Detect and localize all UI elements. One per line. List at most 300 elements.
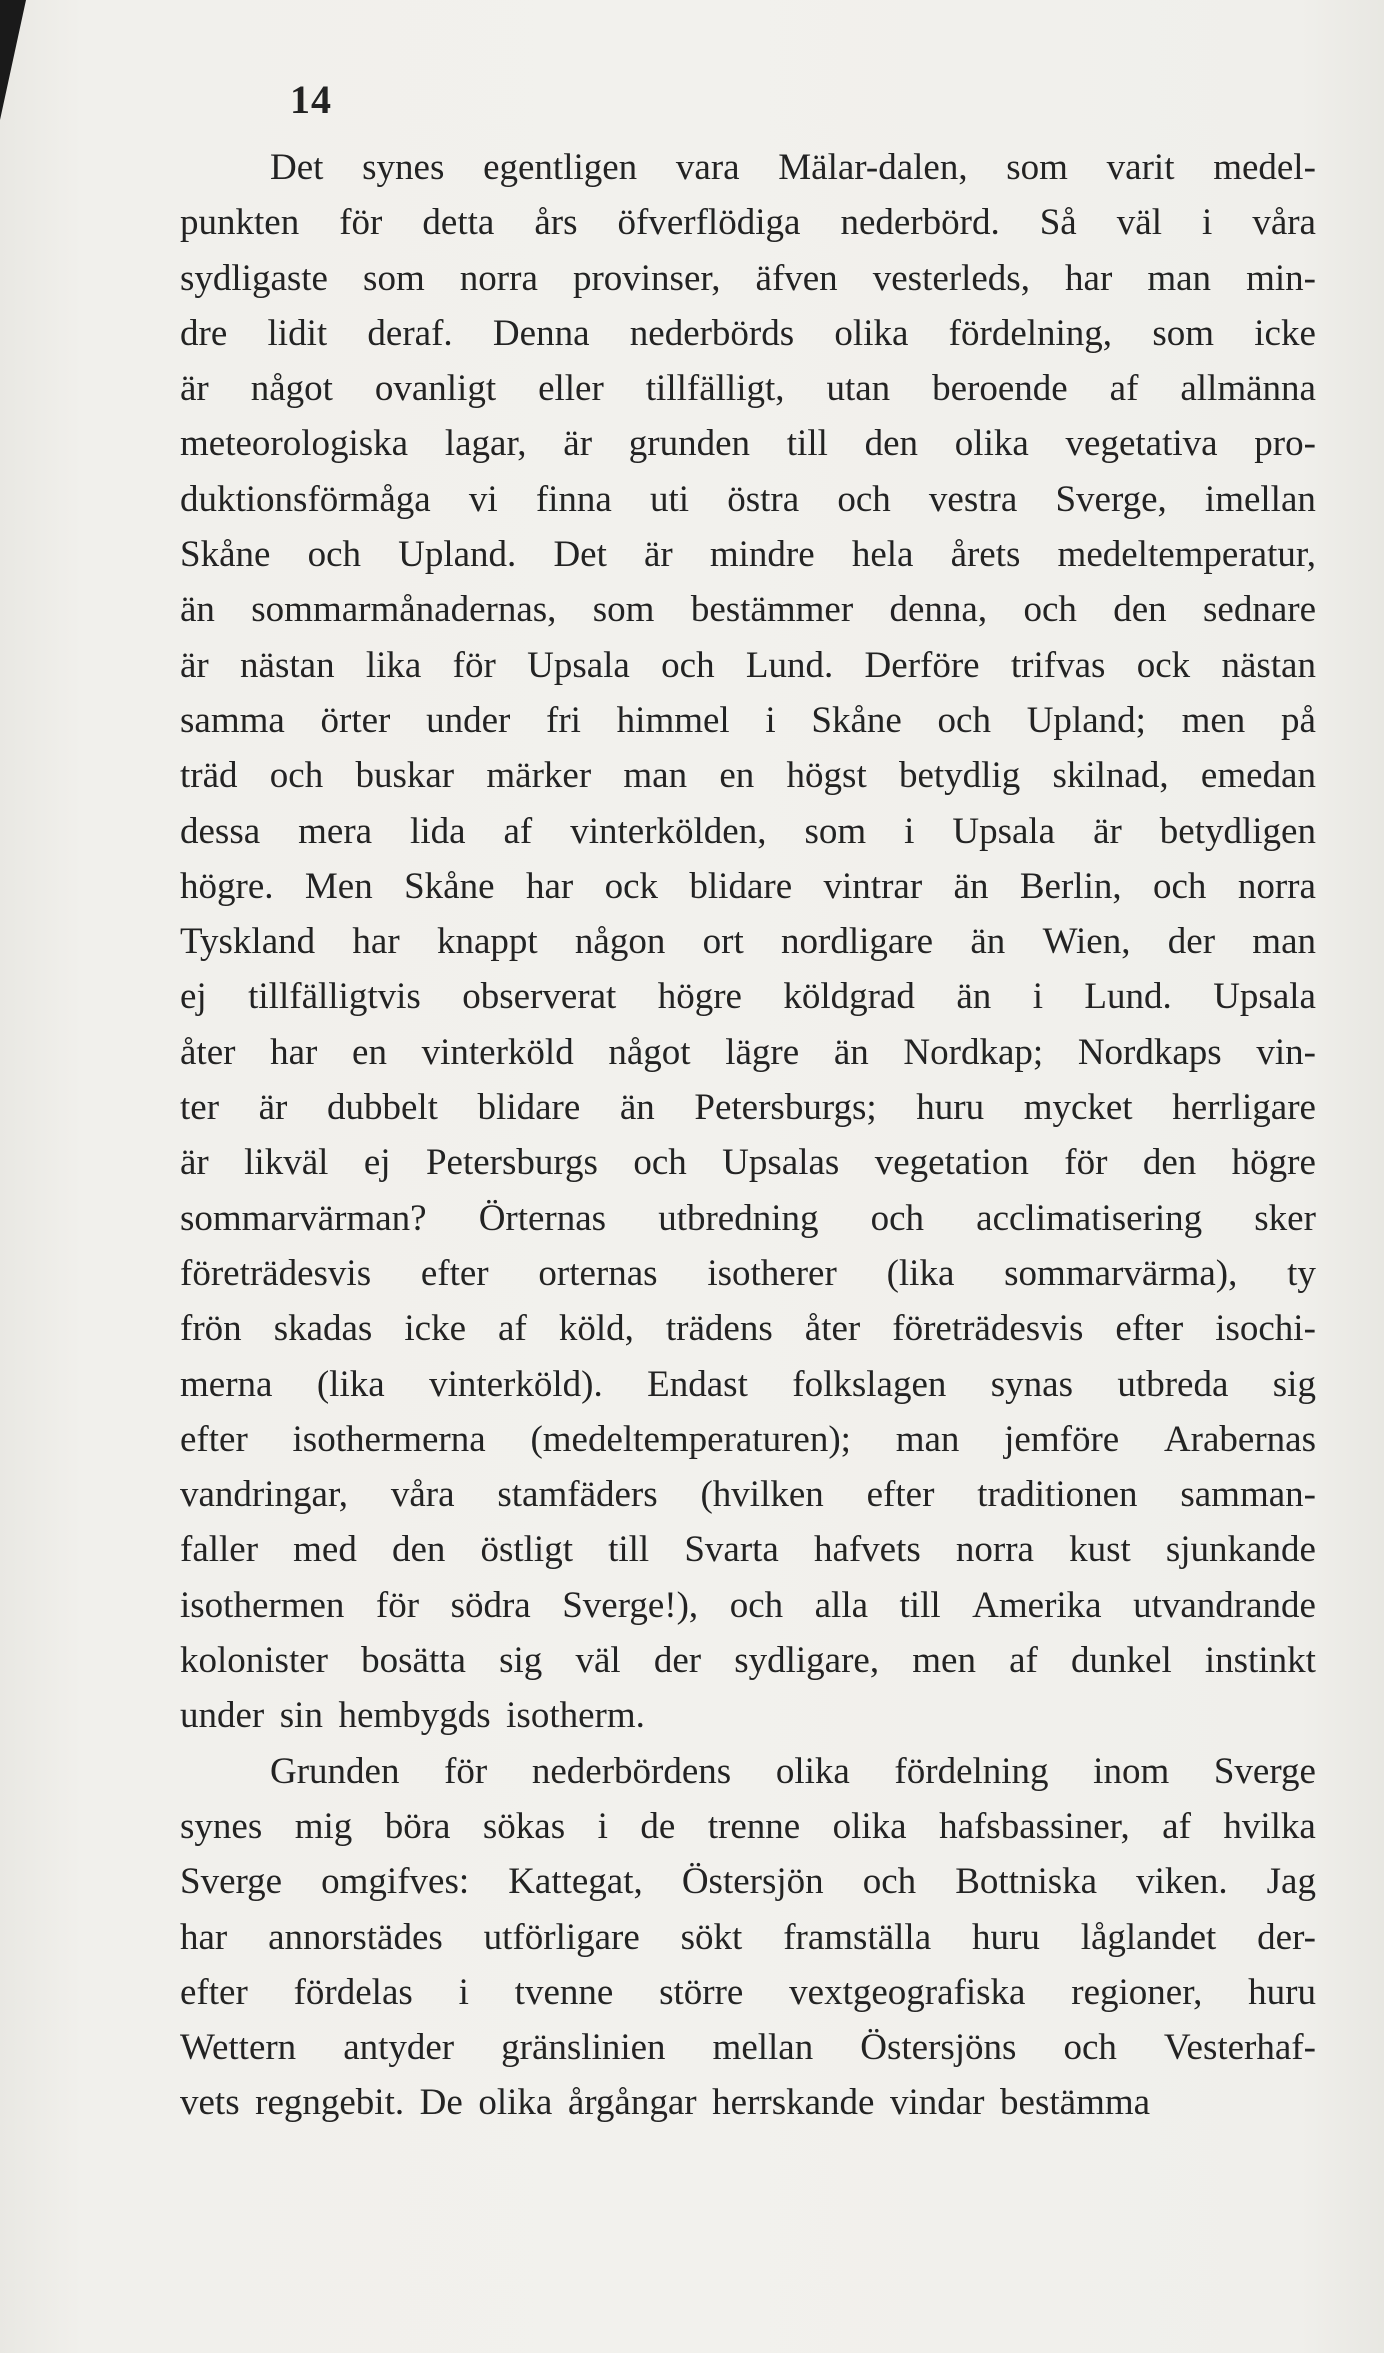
word: än: [619, 1087, 655, 1129]
word: vestra: [928, 478, 1018, 520]
word: vinterköld: [421, 1031, 574, 1073]
word: mig: [294, 1805, 353, 1847]
word: eller: [538, 368, 604, 410]
word: norra: [459, 257, 538, 299]
word: Skåne: [404, 865, 495, 907]
word: isothermerna: [292, 1418, 486, 1460]
word: olika: [478, 2082, 553, 2124]
word: egentligen: [483, 147, 638, 188]
word: den: [864, 423, 919, 465]
word: Nordkaps: [1077, 1031, 1222, 1073]
word: Örternas: [478, 1197, 607, 1239]
text-line: [180, 140, 1316, 195]
word: böra: [384, 1805, 451, 1847]
word: mycket: [1023, 1087, 1133, 1129]
word: herrskande: [712, 2082, 875, 2124]
text-line: [180, 582, 1316, 637]
word: sökas: [482, 1805, 566, 1847]
word: bosätta: [361, 1640, 466, 1682]
word: har: [1065, 257, 1113, 299]
word: än: [953, 865, 989, 907]
word: detta: [422, 202, 495, 244]
word: traditionen: [977, 1474, 1138, 1516]
word: Derföre: [864, 644, 980, 686]
word: i: [458, 1971, 469, 2013]
text-line: [180, 748, 1316, 803]
word: dessa: [180, 810, 261, 852]
word: Svarta: [684, 1529, 779, 1571]
word: isochi-: [1215, 1308, 1316, 1350]
word: har: [180, 1916, 228, 1958]
word: köld,: [558, 1308, 634, 1350]
word: skadas: [273, 1308, 373, 1350]
word: Lund.: [1084, 976, 1172, 1018]
word: öfverflödiga: [617, 202, 801, 244]
word: mera: [298, 810, 373, 852]
word: olika: [954, 423, 1029, 465]
text-line: [180, 859, 1316, 914]
word: är: [180, 1142, 209, 1184]
word: imellan: [1204, 478, 1316, 520]
word: sommarmånadernas,: [251, 589, 557, 631]
word: allmänna: [1180, 368, 1316, 410]
body-text: [180, 140, 1316, 2131]
word: ty: [1287, 1252, 1316, 1294]
text-line: [180, 1246, 1316, 1301]
word: hvilka: [1223, 1805, 1316, 1847]
word: sjunkande: [1165, 1529, 1316, 1571]
word: min-: [1246, 257, 1316, 299]
word: större: [659, 1971, 744, 2013]
word: olika: [775, 1750, 850, 1792]
text-line: [180, 1080, 1316, 1135]
word: Grunden: [270, 1750, 400, 1792]
word: i: [1032, 976, 1043, 1018]
word: vesterleds,: [872, 257, 1030, 299]
word: huru: [972, 1916, 1040, 1958]
word: under: [180, 1695, 265, 1737]
word: och: [937, 699, 991, 741]
word: Vesterhaf-: [1163, 2027, 1316, 2069]
word: stamfäders: [497, 1474, 658, 1516]
word: någon: [574, 921, 666, 963]
word: väl: [575, 1640, 621, 1682]
word: sin: [279, 1695, 323, 1737]
text-line: [180, 1301, 1316, 1356]
word: och: [661, 644, 715, 686]
word: fördelning: [894, 1750, 1049, 1792]
word: märker: [486, 755, 592, 797]
word: efter: [180, 1418, 248, 1460]
word: än: [970, 921, 1006, 963]
word: och: [1153, 865, 1207, 907]
word: bestämma: [1000, 2082, 1151, 2124]
word: fördelas: [293, 1971, 413, 2013]
word: ort: [702, 921, 744, 963]
text-line: [180, 693, 1316, 748]
word: sig: [1272, 1363, 1316, 1405]
word: södra: [450, 1584, 531, 1626]
word: års: [534, 202, 578, 244]
word: nordligare: [781, 921, 934, 963]
word: och: [1063, 2027, 1117, 2069]
word: efter: [180, 1971, 248, 2013]
word: man: [895, 1418, 960, 1460]
word: tillfälligtvis: [248, 976, 421, 1018]
word: nästan: [240, 644, 335, 686]
word: och: [729, 1584, 784, 1626]
word: blidare: [477, 1087, 581, 1129]
text-line: [180, 1633, 1316, 1688]
page-number: 14: [290, 77, 332, 122]
word: sydligaste: [180, 257, 328, 299]
word: medeltemperatur,: [1057, 534, 1316, 576]
word: nederbördens: [531, 1750, 732, 1792]
word: Bottniska: [955, 1861, 1098, 1903]
text-line: [180, 1025, 1316, 1080]
word: lida: [410, 810, 466, 852]
word: af: [498, 1308, 527, 1350]
word: norra: [955, 1529, 1034, 1571]
word: lidit: [267, 312, 328, 354]
word: olika: [832, 1805, 907, 1847]
word: för: [339, 202, 383, 244]
word: himmel: [616, 699, 730, 741]
word: duktionsförmåga: [180, 478, 431, 520]
text-line: [180, 1965, 1316, 2020]
word: för: [375, 1584, 420, 1626]
word: Sverge: [180, 1861, 283, 1903]
word: kust: [1069, 1529, 1131, 1571]
text-line: [180, 1799, 1316, 1854]
word: icke: [404, 1308, 466, 1350]
word: som: [1152, 312, 1214, 354]
word: östra: [727, 478, 800, 520]
word: observerat: [462, 976, 617, 1018]
word: årets: [950, 534, 1021, 576]
word: för: [444, 1750, 488, 1792]
word: Nordkap;: [903, 1031, 1044, 1073]
word: meteorologiska: [180, 423, 409, 465]
word: instinkt: [1204, 1640, 1316, 1682]
word: Upland;: [1026, 699, 1146, 741]
word: Så: [1039, 202, 1077, 244]
word: isotherm.: [506, 1695, 645, 1737]
word: ock: [604, 865, 659, 907]
word: gränslinien: [501, 2027, 666, 2069]
word: Mälar-dalen,: [778, 147, 968, 188]
word: utan: [826, 368, 891, 410]
word: Östersjöns: [860, 2027, 1017, 2069]
word: till: [899, 1584, 941, 1626]
word: sydligare,: [734, 1640, 880, 1682]
word: Det: [270, 147, 324, 188]
text-line: [180, 1910, 1316, 1965]
word: man: [1147, 257, 1212, 299]
word: kolonister: [180, 1640, 328, 1682]
word: Lund.: [745, 644, 834, 686]
text-line: [180, 969, 1316, 1024]
word: synes: [362, 147, 445, 188]
word: man: [1252, 921, 1316, 963]
word: utvandrande: [1133, 1584, 1316, 1626]
word: Sverge,: [1055, 478, 1167, 520]
word: som: [1006, 147, 1068, 188]
word: men: [912, 1640, 976, 1682]
text-line: [180, 1191, 1316, 1246]
word: och: [837, 478, 891, 520]
word: merna: [180, 1363, 273, 1405]
word: efter: [1115, 1308, 1184, 1350]
text-line: [180, 1467, 1316, 1522]
word: en: [719, 755, 755, 797]
word: Skåne: [811, 699, 902, 741]
word: Upsala: [527, 644, 630, 686]
word: till: [786, 423, 828, 465]
text-line: [180, 804, 1316, 859]
word: omgifves:: [321, 1861, 470, 1903]
word: hela: [851, 534, 914, 576]
word: väl: [1116, 202, 1162, 244]
text-line: [180, 1135, 1316, 1190]
word: tillfälligt,: [645, 368, 785, 410]
word: nästan: [1221, 644, 1316, 686]
word: fri: [546, 699, 581, 741]
text-line: [180, 306, 1316, 361]
text-line: [180, 914, 1316, 969]
word: Amerika: [972, 1584, 1102, 1626]
word: mindre: [709, 534, 815, 576]
word: mellan: [712, 2027, 814, 2069]
page-corner-shadow: [0, 0, 26, 120]
text-line: [180, 527, 1316, 582]
word: högst: [786, 755, 867, 797]
word: Upsalas: [722, 1142, 840, 1184]
word: högre: [1231, 1142, 1316, 1184]
word: ock: [1136, 644, 1191, 686]
word: är: [180, 644, 209, 686]
word: vi: [468, 478, 498, 520]
word: hembygds: [338, 1695, 491, 1737]
word: synas: [990, 1363, 1074, 1405]
word: faller: [180, 1529, 259, 1571]
word: samma: [180, 699, 285, 741]
word: sker: [1254, 1197, 1316, 1239]
word: sökt: [680, 1916, 743, 1958]
text-line: [180, 1744, 1316, 1799]
word: i: [904, 810, 915, 852]
word: vin-: [1256, 1031, 1316, 1073]
word: dre: [180, 312, 228, 354]
word: Östersjön: [681, 1861, 824, 1903]
word: emedan: [1200, 755, 1316, 797]
word: vinterköld).: [429, 1363, 603, 1405]
word: utbredning: [658, 1197, 819, 1239]
word: något: [250, 368, 333, 410]
word: den: [1113, 589, 1167, 631]
word: Upsala: [952, 810, 1056, 852]
word: finna: [535, 478, 612, 520]
text-line: [180, 472, 1316, 527]
word: ej: [363, 1142, 391, 1184]
word: framställa: [783, 1916, 932, 1958]
word: i: [1202, 202, 1213, 244]
word: än: [956, 976, 992, 1018]
word: lagar,: [444, 423, 527, 465]
word: dunkel: [1071, 1640, 1172, 1682]
word: nederbörds: [629, 312, 795, 354]
word: är: [180, 368, 209, 410]
word: vara: [675, 147, 740, 188]
word: och: [870, 1197, 925, 1239]
word: (lika: [316, 1363, 385, 1405]
word: man: [623, 755, 688, 797]
word: och: [633, 1142, 687, 1184]
word: trädens: [665, 1308, 773, 1350]
word: alla: [814, 1584, 869, 1626]
word: grunden: [628, 423, 751, 465]
word: än: [833, 1031, 869, 1073]
word: är: [258, 1087, 288, 1129]
word: högre.: [180, 865, 274, 907]
word: våra: [390, 1474, 455, 1516]
word: skilnad,: [1052, 755, 1169, 797]
word: och: [307, 534, 361, 576]
word: Arabernas: [1163, 1418, 1316, 1460]
word: Upsala: [1213, 976, 1316, 1018]
text-line: [180, 2020, 1316, 2075]
word: än: [180, 589, 215, 631]
word: våra: [1252, 202, 1316, 244]
word: af: [1162, 1805, 1191, 1847]
word: företrädesvis: [180, 1252, 372, 1294]
word: icke: [1254, 312, 1316, 354]
word: (medeltemperaturen);: [530, 1418, 851, 1460]
word: isotherer: [707, 1252, 837, 1294]
text-line: [180, 416, 1316, 471]
word: en: [352, 1031, 387, 1073]
word: företrädesvis: [892, 1308, 1084, 1350]
word: der: [653, 1640, 702, 1682]
word: betydligen: [1159, 810, 1316, 852]
word: sommarvärma),: [1004, 1252, 1238, 1294]
text-line: [180, 195, 1316, 250]
word: i: [597, 1805, 608, 1847]
word: utförligare: [483, 1916, 640, 1958]
word: fördelning,: [948, 312, 1113, 354]
word: buskar: [355, 755, 455, 797]
word: folkslagen: [792, 1363, 947, 1405]
word: jemföre: [1004, 1418, 1120, 1460]
word: lägre: [725, 1031, 800, 1073]
text-line: [180, 1578, 1316, 1633]
word: för: [452, 644, 496, 686]
word: vegetation: [874, 1142, 1029, 1184]
word: tvenne: [514, 1971, 614, 2013]
word: årgångar: [567, 2082, 697, 2124]
text-line: [180, 1357, 1316, 1412]
word: något: [608, 1031, 691, 1073]
word: likväl: [244, 1142, 329, 1184]
word: ter: [180, 1087, 220, 1129]
word: vegetativa: [1065, 423, 1218, 465]
word: norra: [1237, 865, 1316, 907]
word: hafvets: [813, 1529, 921, 1571]
word: herrligare: [1172, 1087, 1316, 1129]
word: Petersburgs: [425, 1142, 598, 1184]
word: acclimatisering: [976, 1197, 1203, 1239]
word: låglandet: [1080, 1916, 1217, 1958]
word: är: [644, 534, 673, 576]
word: deraf.: [367, 312, 453, 354]
word: östligt: [480, 1529, 573, 1571]
word: trenne: [707, 1805, 801, 1847]
word: olika: [834, 312, 909, 354]
text-line: [180, 361, 1316, 416]
word: som: [592, 589, 655, 631]
word: på: [1281, 699, 1316, 741]
word: viken.: [1136, 1861, 1228, 1903]
text-line: [180, 1522, 1316, 1577]
word: inom: [1093, 1750, 1170, 1792]
text-line: [180, 638, 1316, 693]
word: som: [363, 257, 425, 299]
word: (lika: [886, 1252, 955, 1294]
word: af: [1109, 368, 1139, 410]
word: vandringar,: [180, 1474, 349, 1516]
word: lika: [365, 644, 422, 686]
word: Petersburgs;: [694, 1087, 877, 1129]
word: den: [391, 1529, 446, 1571]
word: vintrar: [823, 865, 923, 907]
word: der-: [1257, 1916, 1316, 1958]
word: ej: [180, 976, 207, 1018]
word: men: [1181, 699, 1246, 741]
word: Sverge!),: [562, 1584, 699, 1626]
word: äfven: [755, 257, 838, 299]
word: Endast: [647, 1363, 748, 1405]
word: och: [269, 755, 324, 797]
word: Sverge: [1213, 1750, 1316, 1792]
word: och: [1023, 589, 1077, 631]
text-line: [180, 1688, 1316, 1743]
word: med: [293, 1529, 357, 1571]
text-line: [180, 1854, 1316, 1909]
word: De: [419, 2082, 463, 2124]
word: Tyskland: [180, 921, 316, 963]
word: knappt: [436, 921, 538, 963]
word: Skåne: [180, 534, 271, 576]
word: synes: [180, 1805, 263, 1847]
word: (hvilken: [700, 1474, 824, 1516]
word: Det: [553, 534, 607, 576]
word: antyder: [343, 2027, 455, 2069]
text-line: [180, 1412, 1316, 1467]
word: isothermen: [180, 1584, 345, 1626]
word: Wettern: [180, 2027, 297, 2069]
word: af: [503, 810, 533, 852]
word: samman-: [1180, 1474, 1316, 1516]
word: sommarvärman?: [180, 1197, 427, 1239]
word: vinterkölden,: [570, 810, 767, 852]
text-line: [180, 251, 1316, 306]
word: högre: [657, 976, 742, 1018]
word: blidare: [689, 865, 793, 907]
text-line: [180, 2075, 1316, 2130]
word: efter: [420, 1252, 489, 1294]
word: Jag: [1266, 1861, 1316, 1903]
word: beroende: [932, 368, 1068, 410]
